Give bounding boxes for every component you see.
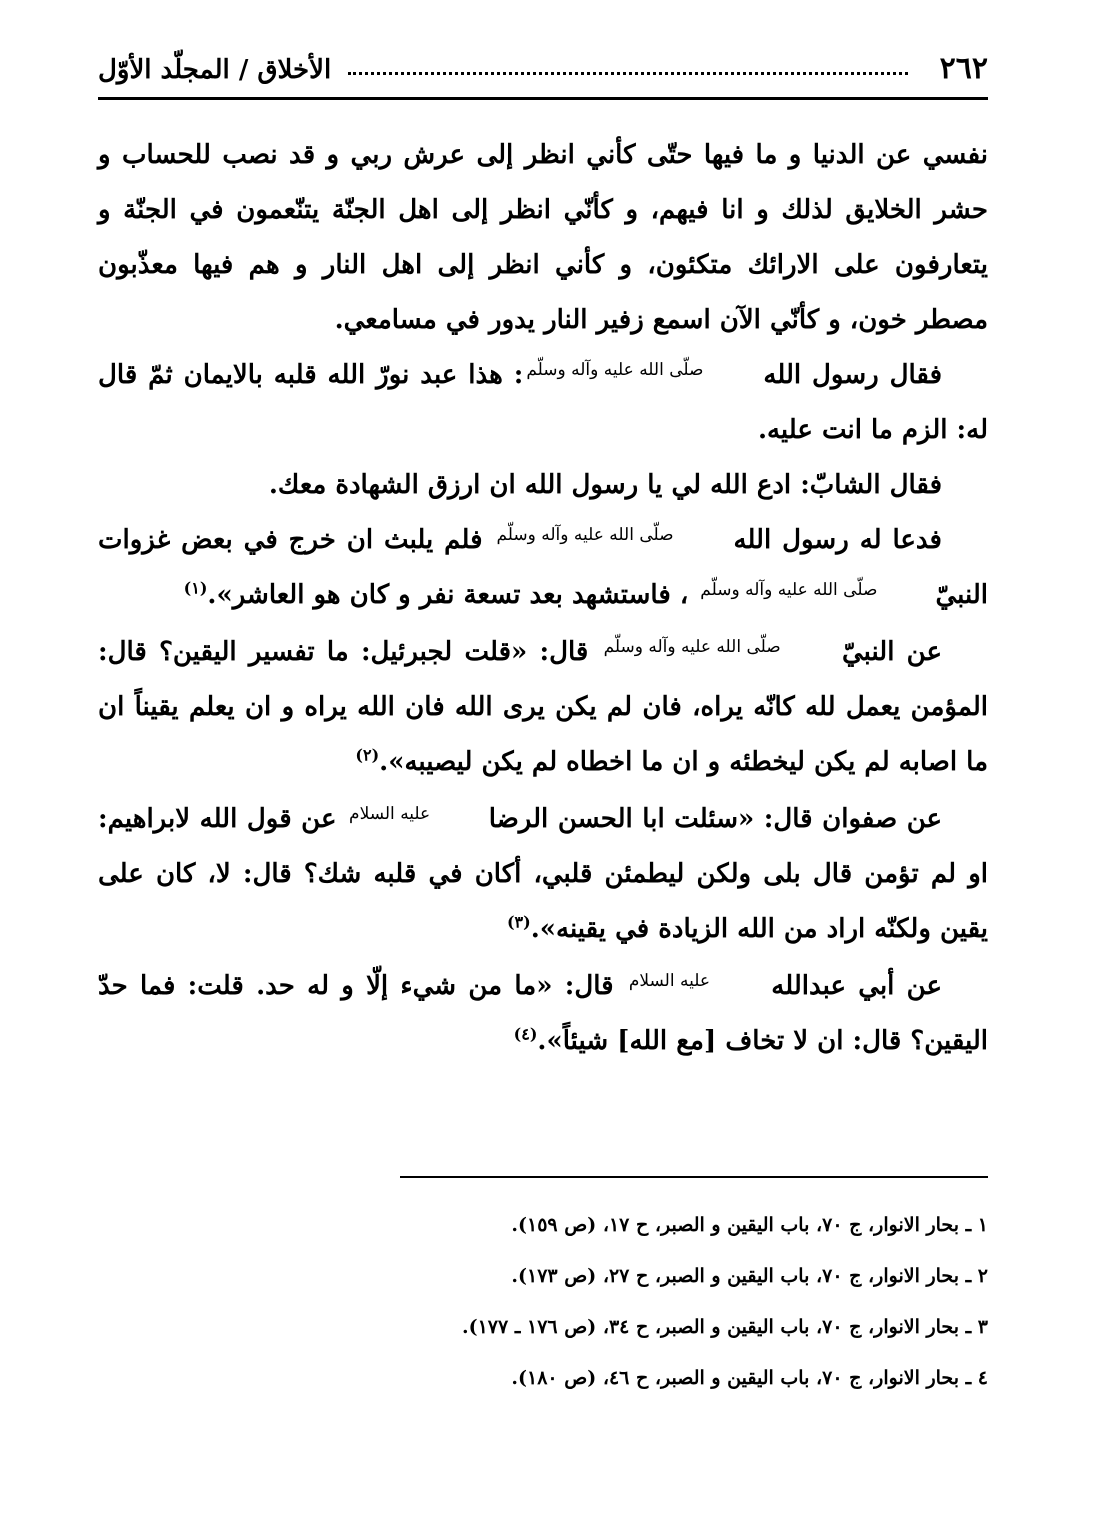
text-run: عن النبيّ — [841, 637, 942, 667]
footnote-ref: (٢) — [355, 745, 380, 765]
main-text — [98, 128, 988, 1069]
text-run: فدعا له رسول الله — [733, 525, 942, 555]
text-run: قال: «ما من شيء إلّا و له حد. قلت: فما حدّ اليقين؟ قال: ان لا تخاف [مع الله] شيئاً». — [98, 971, 988, 1056]
text-run: فلم يلبث ان خرج في بعض غزوات النبيّ — [98, 525, 988, 610]
footnote-item: ١ ـ بحار الانوار، ج ٧٠، باب اليقين و الصبر، ح ١٧، (ص ١٥٩). — [511, 1214, 988, 1236]
paragraph — [98, 513, 988, 623]
honorific-prophet: صلّى الله عليه وآله وسلّم — [700, 580, 878, 600]
paragraph — [98, 792, 988, 957]
page-header — [98, 44, 988, 92]
footnote-item: ٤ ـ بحار الانوار، ج ٧٠، باب اليقين و الصبر، ح ٤٦، (ص ١٨٠). — [511, 1367, 988, 1389]
paragraph — [98, 959, 988, 1069]
text-run: قال: «قلت لجبرئيل: ما تفسير اليقين؟ قال: المؤمن يعمل لله كانّه يراه، فان لم يكن يرى الله فان الله يراه و ان يعلم يقيناً ان ما اصابه لم يكن ليخطئه و ان ما اخطاه لم يكن ليصيبه». — [98, 637, 988, 777]
paragraph: فقال الشابّ: ادع الله لي يا رسول الله ان ارزق الشهادة معك. — [268, 470, 942, 500]
footnote-ref: (١) — [183, 578, 208, 598]
text-run: عن قول الله لابراهيم: او لم تؤمن قال بلى ولكن ليطمئن قلبي، أكان في قلبه شك؟ قال: لا، كان على يقين ولكنّه اراد من الله الزيادة في يقينه». — [98, 804, 988, 944]
footnotes — [98, 1200, 988, 1404]
footnote-ref: (٣) — [506, 912, 531, 932]
page-number: ٢٦٢ — [939, 51, 988, 86]
honorific-imam: عليه السلام — [349, 804, 431, 824]
footnote-ref: (٤) — [513, 1024, 538, 1044]
footnote-item: ٢ ـ بحار الانوار، ج ٧٠، باب اليقين و الصبر، ح ٢٧، (ص ١٧٣). — [511, 1265, 988, 1287]
header-leader-dots — [348, 72, 908, 75]
text-run: عن صفوان قال: «سئلت ابا الحسن الرضا — [488, 804, 942, 834]
paragraph — [98, 348, 988, 458]
running-title: الأخلاق / المجلّد الأوّل — [98, 55, 332, 85]
honorific-imam: عليه السلام — [628, 971, 711, 991]
paragraph — [98, 625, 988, 790]
footnote-separator — [400, 1176, 988, 1178]
honorific-prophet: صلّى الله عليه وآله وسلّم — [603, 637, 781, 657]
header-rule — [98, 97, 988, 100]
paragraph: نفسي عن الدنيا و ما فيها حتّى كأني انظر إلى عرش ربي و قد نصب للحساب و حشر الخلايق لذلك و انا فيهم، و كأنّي انظر إلى اهل الجنّة يتنّعمون في الجنّة و يتعارفون على الارائك متكئون، و كأني انظر إلى اهل النار و هم فيها معذّبون مصطر خون، و كأنّي الآن اسمع زفير النار يدور في مسامعي. — [98, 140, 988, 335]
text-run: عن أبي عبدالله — [771, 971, 942, 1001]
footnote-item: ٣ ـ بحار الانوار، ج ٧٠، باب اليقين و الصبر، ح ٣٤، (ص ١٧٦ ـ ١٧٧). — [461, 1316, 988, 1338]
honorific-prophet: صلّى الله عليه وآله وسلّم — [496, 525, 674, 545]
honorific-prophet: صلّى الله عليه وآله وسلّم — [526, 360, 704, 380]
text-run: : هذا عبد نورّ الله قلبه بالايمان ثمّ قال له: الزم ما انت عليه. — [98, 360, 988, 445]
text-run: فقال رسول الله — [763, 360, 942, 390]
text-run: ، فاستشهد بعد تسعة نفر و كان هو العاشر». — [207, 580, 689, 610]
